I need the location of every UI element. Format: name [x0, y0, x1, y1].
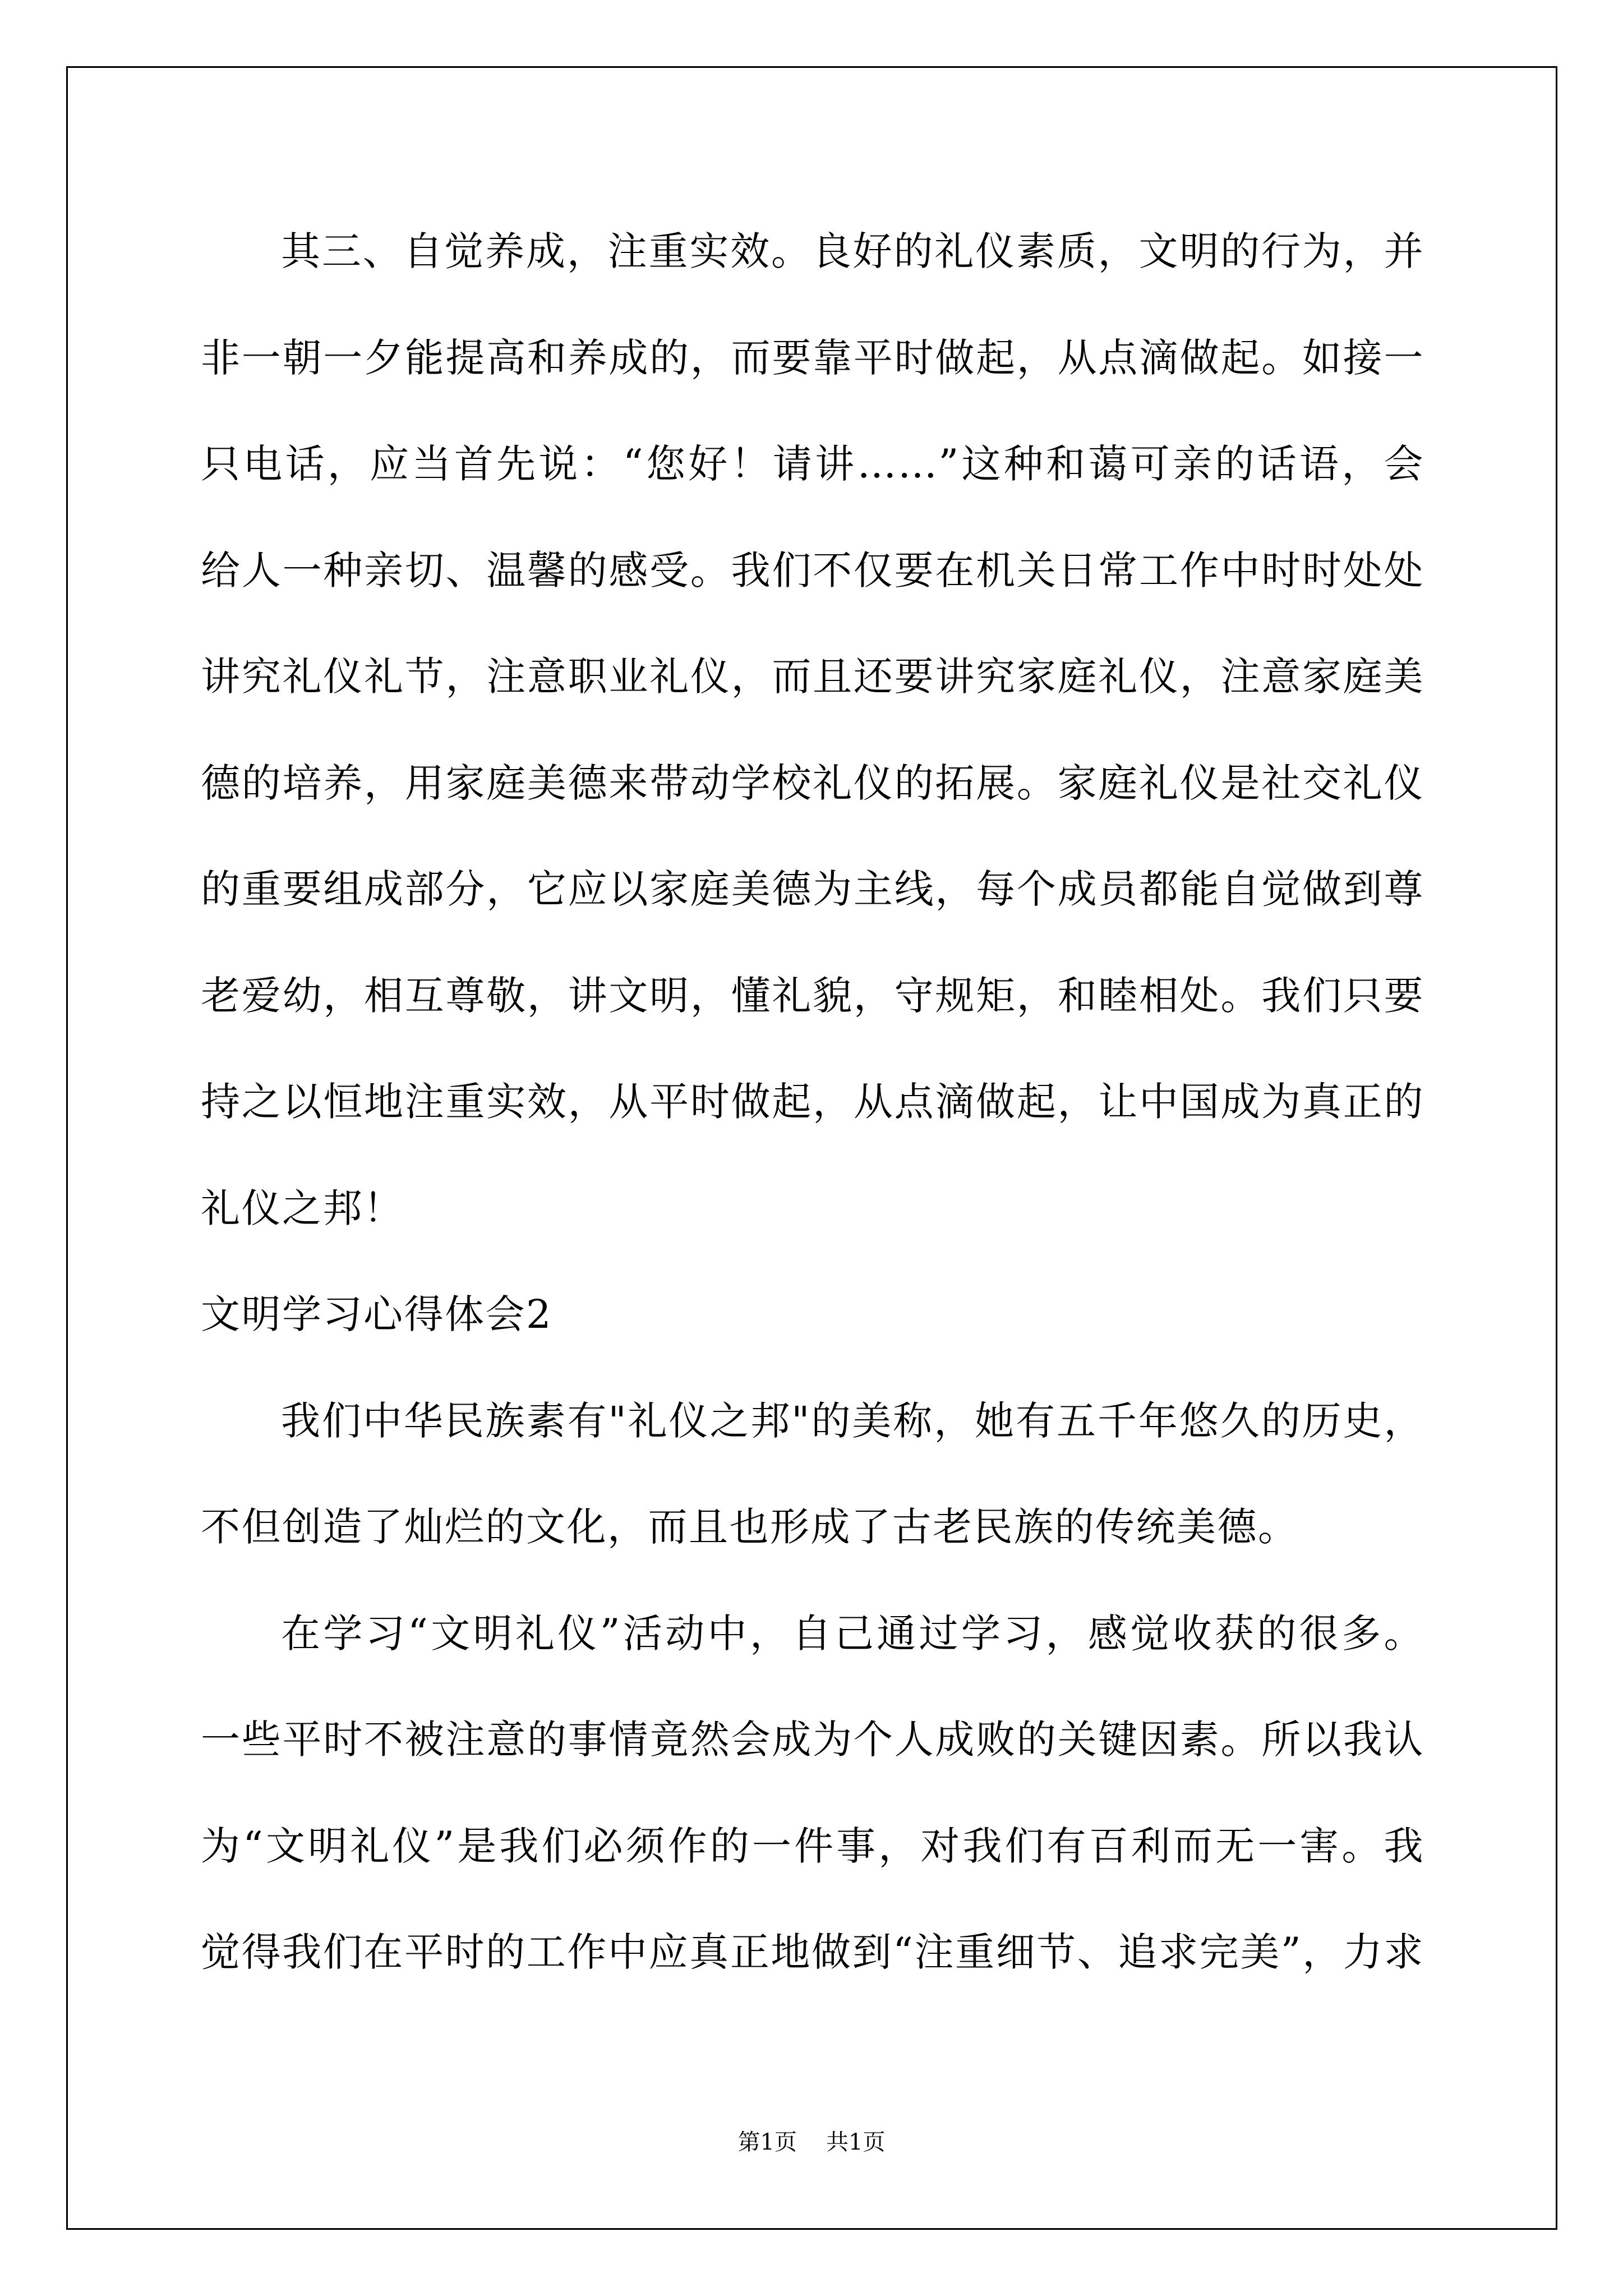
text-line: 不但创造了灿烂的文化，而且也形成了古老民族的传统美德。	[201, 1504, 1299, 1550]
text-line: 在学习“文明礼仪”活动中，自己通过学习，感觉收获的很多。	[281, 1610, 1424, 1657]
text-line: 觉得我们在平时的工作中应真正地做到“注重细节、追求完美”，力求	[201, 1929, 1424, 1975]
page-footer	[0, 2126, 1623, 2159]
paragraph	[201, 1581, 1424, 2006]
text-line: 讲究礼仪礼节，注意职业礼仪，而且还要讲究家庭礼仪，注意家庭美	[201, 654, 1424, 700]
text-line: 一些平时不被注意的事情竟然会成为个人成败的关键因素。所以我认	[201, 1717, 1424, 1763]
page-number-current: 第1页	[737, 2129, 797, 2155]
text-line: 其三、自觉养成，注重实效。良好的礼仪素质，文明的行为，并	[281, 228, 1424, 274]
text-line: 为“文明礼仪”是我们必须作的一件事，对我们有百利而无一害。我	[201, 1823, 1424, 1869]
text-line: 老爱幼，相互尊敬，讲文明，懂礼貌，守规矩，和睦相处。我们只要	[201, 972, 1424, 1019]
text-line: 给人一种亲切、温馨的感受。我们不仅要在机关日常工作中时时处处	[201, 547, 1424, 593]
text-line: 非一朝一夕能提高和养成的，而要靠平时做起，从点滴做起。如接一	[201, 334, 1424, 381]
document-body	[201, 199, 1424, 2006]
text-line: 我们中华民族素有"礼仪之邦"的美称，她有五千年悠久的历史，	[281, 1397, 1424, 1444]
paragraph	[201, 1368, 1424, 1581]
text-line: 持之以恒地注重实效，从平时做起，从点滴做起，让中国成为真正的	[201, 1079, 1424, 1125]
paragraph	[201, 199, 1424, 1262]
text-line: 德的培养，用家庭美德来带动学校礼仪的拓展。家庭礼仪是社交礼仪	[201, 760, 1424, 806]
section-heading: 文明学习心得体会2	[201, 1291, 553, 1337]
text-line: 的重要组成部分，它应以家庭美德为主线，每个成员都能自觉做到尊	[201, 866, 1424, 912]
text-line: 只电话，应当首先说：“您好！请讲……”这种和蔼可亲的话语，会	[201, 441, 1424, 487]
page-number-total: 共1页	[826, 2129, 886, 2155]
text-line: 礼仪之邦！	[201, 1185, 404, 1231]
